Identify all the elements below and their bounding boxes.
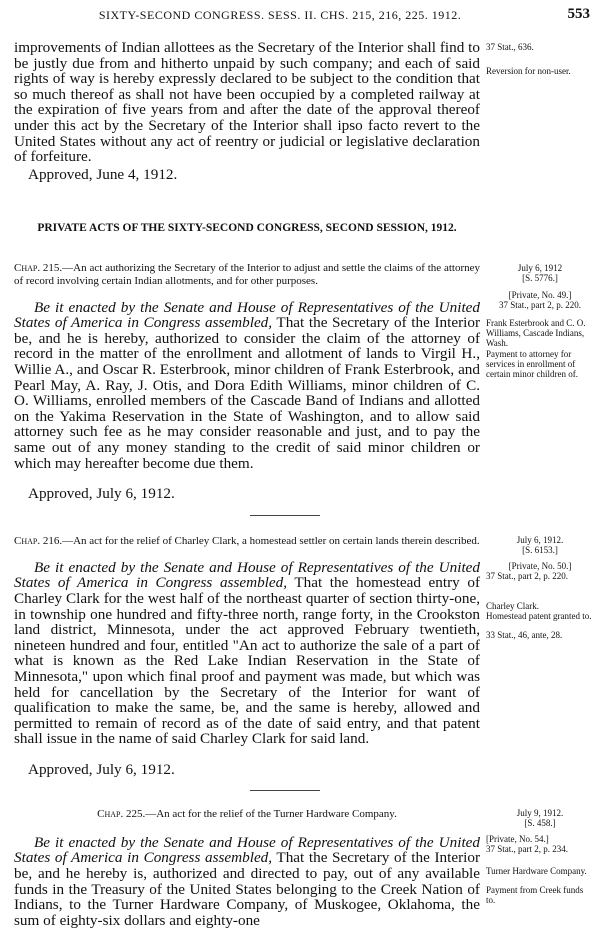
margin-216-stat: 37 Stat., part 2, p. 220. [486, 571, 568, 581]
continued-paragraph: improvements of Indian allottees as the Secretary of the Interior shall find to be justly due from and hitherto unpaid by such company; and each of said rights of way is hereby expressly declared to be subject to the condition that so much thereof as shall not have been occupied by a completed railway at the expiration of five years from and after the date of the approval thereof under this act by the Secretary of the Interior shall ipso facto revert to the United States without any act of reentry or judicial or legislative declaration of forfeiture. [14, 39, 480, 166]
margin-215-private: [Private, No. 49.] [508, 290, 572, 300]
margin-215-note1: Frank Esterbrook and C. O. Williams, Cascade Indians, Wash. [486, 318, 586, 348]
running-header [0, 8, 600, 26]
margin-215-stat: 37 Stat., part 2, p. 220. [499, 300, 581, 310]
continued-section [14, 40, 480, 183]
chapter-215-label: Chap. 215. [14, 262, 63, 274]
chapter-216-text: That the homestead entry of Charley Clark for the west half of the northeast quarter of section thirty-one, in township one hundred and fifty-three north, range forty, in the Crookston land district, Minnesota, under the act approved February twentieth, nineteen hundred and four, entitled "An act to authorize the sale of a part of what is known as the Red Lake Indian Reservation in the State of Minnesota," upon which final proof and payment was made, but which was held for cancellation by the Secretary of the Interior for want of qualification to make the same, be, and the same is hereby, allowed and permitted to remain of record as of the date of said entry, and that patent shall issue in the name of said Charley Clark for said land. [14, 574, 481, 748]
approved-chapter-215: Approved, July 6, 1912. [28, 485, 175, 503]
chapter-215-body [14, 300, 480, 472]
approved-june: Approved, June 4, 1912. [28, 165, 178, 183]
chapter-225-text: That the Secretary of the Interior be, and he hereby is, authorized and directed to pay, out of any available funds in the Treasury of the United States belonging to the Creek Nation of Indians, to the Turner Hardware Company, of Muskogee, Oklahoma, the sum of eighty-six dollars and eighty-one [14, 849, 480, 929]
chapter-215-text: That the Secretary of the Interior be, and he is hereby, authorized to consider the claim of the attorney of record in the matter of the enrollment and allotment of lands to Virgil H., Willie A., and Oscar R. Esterbrook, minor children of Frank Esterbrook, and Pearl May, A. Ray, J. Otis, and Dora Edith Williams, minor children of C. O. Williams, enrolled members of the Cascade Band of Indians and allotted on the Yakima Reservation in the State of Washington, and to allow said attorney such fee as he may consider reasonable and just, and to pay the same out of any money standing to the credit of said minor children or which may hereafter become due them. [14, 314, 480, 472]
margin-225-date: July 9, 1912. [516, 808, 564, 818]
divider-2 [250, 790, 320, 791]
margin-216-note1: Charley Clark. [486, 601, 539, 611]
chapter-215-enacting-clause: Be it enacted by the Senate and House of Representatives of the United States of America in Congress assembled, [14, 298, 480, 332]
chapter-225 [14, 808, 480, 944]
margin-215-note2: Payment to attorney for services in enrollment of certain minor children of. [486, 349, 578, 379]
chapter-215-title-text: —An act authorizing the Secretary of the Interior to adjust and settle the claims of the attorney of record involving certain Indian allotments, and for other purposes. [14, 262, 480, 287]
margin-216-private: [Private, No. 50.] [508, 561, 572, 571]
chapter-215-title [14, 262, 480, 288]
margin-225-private: [Private, No. 54.] [486, 834, 549, 844]
chapter-216-enacting-clause: Be it enacted by the Senate and House of Representatives of the United States of America in Congress assembled, [14, 558, 480, 592]
chapter-216 [14, 535, 480, 778]
margin-216-date: July 6, 1912. [516, 535, 564, 545]
margin-215-date: July 6, 1912 [517, 263, 563, 273]
running-head: SIXTY-SECOND CONGRESS. SESS. II. CHS. 215, 216, 225. 1912. [98, 8, 462, 22]
chapter-225-enacting-clause: Be it enacted by the Senate and House of Representatives of the United States of America in Congress assembled, [14, 833, 480, 867]
chapter-216-label: Chap. 216. [14, 535, 63, 547]
margin-215-bill: [S. 5776.] [522, 273, 558, 283]
margin-225-note2: Payment from Creek funds to. [486, 885, 584, 905]
private-acts-heading: PRIVATE ACTS OF THE SIXTY-SECOND CONGRESS, SECOND SESSION, 1912. [37, 222, 457, 234]
margin-reversion: Reversion for non-user. [486, 66, 571, 76]
margin-stat-636: 37 Stat., 636. [486, 42, 534, 52]
margin-225-bill: [S. 458.] [524, 818, 556, 828]
page-number: 553 [567, 6, 590, 22]
chapter-225-title [14, 808, 480, 821]
chapter-216-body [14, 560, 480, 747]
chapter-225-label: Chap. 225. [97, 808, 146, 820]
chapter-225-body [14, 835, 480, 929]
chapter-225-title-text: —An act for the relief of the Turner Hardware Company. [145, 808, 397, 820]
margin-216-bill: [S. 6153.] [522, 545, 558, 555]
chapter-215 [14, 262, 480, 502]
chapter-216-title-text: —An act for the relief of Charley Clark, a homestead settler on certain lands therein described. [62, 535, 480, 547]
margin-225-note1: Turner Hardware Company. [486, 866, 587, 876]
margin-225-stat: 37 Stat., part 2, p. 234. [486, 844, 568, 854]
margin-216-note2: Homestead patent granted to. [486, 611, 592, 621]
margin-216-note3: 33 Stat., 46, ante, 28. [486, 630, 563, 640]
chapter-216-title [14, 535, 480, 548]
approved-chapter-216: Approved, July 6, 1912. [28, 761, 175, 779]
divider-1 [250, 515, 320, 516]
